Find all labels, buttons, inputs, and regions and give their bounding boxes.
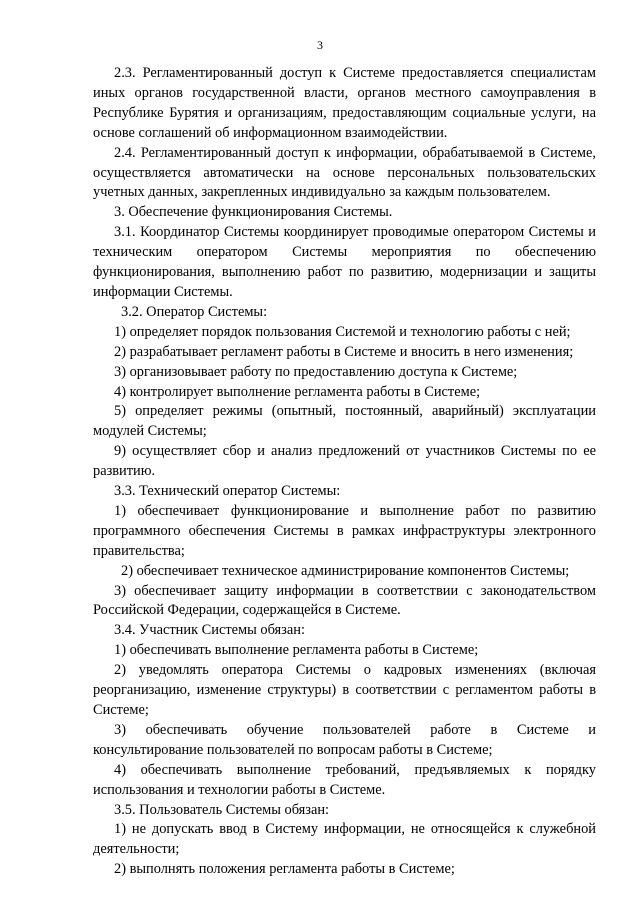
document-body — [93, 64, 596, 880]
list-item-3-4-4: 4) обеспечивать выполнение требований, предъявляемых к порядку использования и технологии работы в Системе. — [93, 761, 596, 798]
list-item-3-4-3: 3) обеспечивать обучение пользователей работе в Системе и консультирование пользователей по вопросам работы в Системе; — [93, 721, 596, 758]
paragraph-2-3: 2.3. Регламентированный доступ к Системе предоставляется специалистам иных органов государственной власти, органов местного самоуправления в Республике Бурятия и организациям, предоставляющим социальные услуги, на основе соглашений об информационном взаимодействии. — [93, 65, 596, 141]
list-item-3-5-1: 1) не допускать ввод в Систему информации, не относящейся к служебной деятельности; — [93, 821, 596, 858]
list-item-3-5-2: 2) выполнять положения регламента работы в Системе; — [114, 861, 455, 878]
list-item-3-2-1: 1) определяет порядок пользования Системой и технологию работы с ней; — [114, 323, 571, 340]
heading-3-2: 3.2. Оператор Системы: — [121, 303, 268, 320]
list-item-3-2-3: 3) организовывает работу по предоставлению доступа к Системе; — [114, 363, 518, 380]
paragraph-3-1: 3.1. Координатор Системы координирует проводимые оператором Системы и техническим оператором Системы мероприятия по обеспечению функционирования, выполнению работ по развитию, модернизации и защиты информации Системы. — [93, 224, 596, 300]
paragraph-2-4: 2.4. Регламентированный доступ к информации, обрабатываемой в Системе, осуществляется автоматически на основе персональных пользовательских учетных данных, закрепленных индивидуально за каждым пользователем. — [93, 144, 596, 201]
heading-3-5: 3.5. Пользователь Системы обязан: — [114, 801, 330, 818]
heading-3-4: 3.4. Участник Системы обязан: — [114, 622, 305, 639]
list-item-3-2-2: 2) разрабатывает регламент работы в Системе и вносить в него изменения; — [114, 343, 574, 360]
heading-section-3: 3. Обеспечение функционирования Системы. — [114, 204, 393, 221]
list-item-3-2-5: 5) определяет режимы (опытный, постоянный, аварийный) эксплуатации модулей Системы; — [93, 403, 596, 440]
list-item-3-2-9: 9) осуществляет сбор и анализ предложений от участников Системы по ее развитию. — [93, 443, 596, 480]
list-item-3-3-1: 1) обеспечивает функционирование и выполнение работ по развитию программного обеспечения Системы в рамках инфраструктуры электронного правительства; — [93, 502, 596, 559]
heading-3-3: 3.3. Технический оператор Системы: — [114, 483, 341, 500]
list-item-3-2-4: 4) контролирует выполнение регламента работы в Системе; — [114, 383, 481, 400]
list-item-3-3-2: 2) обеспечивает техническое администрирование компонентов Системы; — [121, 562, 570, 579]
list-item-3-4-2: 2) уведомлять оператора Системы о кадровых изменениях (включая реорганизацию, изменение структуры) в соответствии с регламентом работы в Системе; — [93, 662, 596, 718]
list-item-3-4-1: 1) обеспечивать выполнение регламента работы в Системе; — [114, 642, 479, 659]
list-item-3-3-3: 3) обеспечивает защиту информации в соответствии с законодательством Российской Федерации, содержащейся в Системе. — [93, 582, 596, 619]
page-number: 3 — [317, 38, 323, 52]
